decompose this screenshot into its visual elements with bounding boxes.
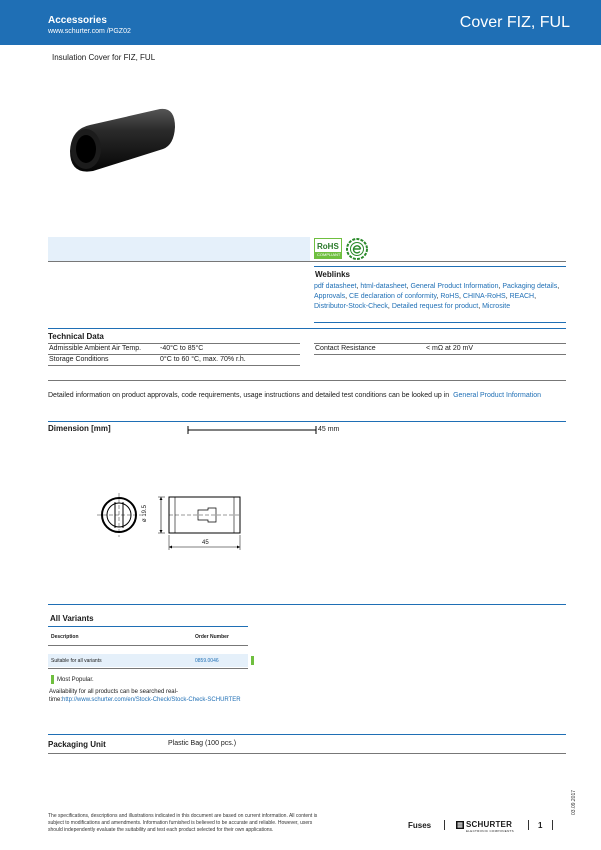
- footer-brand: SCHURTER: [466, 820, 513, 829]
- length-label: 45: [202, 540, 209, 546]
- tech-value: -40°C to 85°C: [160, 345, 204, 352]
- tech-label: Admissible Ambient Air Temp.: [49, 345, 142, 352]
- table-rule: [314, 343, 566, 344]
- weblinks-rule-bottom: [314, 322, 566, 323]
- weblink[interactable]: Distributor-Stock-Check: [314, 303, 388, 310]
- variants-rule: [48, 604, 566, 605]
- product-subtitle: Insulation Cover for FIZ, FUL: [52, 53, 156, 62]
- dimension-drawing: [95, 490, 255, 550]
- table-rule: [314, 354, 566, 355]
- packaging-value: Plastic Bag (100 pcs.): [168, 740, 237, 747]
- tech-label: Contact Resistance: [315, 345, 376, 352]
- packaging-heading: Packaging Unit: [48, 740, 106, 749]
- dimension-rule: [48, 421, 566, 422]
- tech-label: Storage Conditions: [49, 356, 109, 363]
- china-rohs-logo-icon: [346, 238, 368, 260]
- weblink[interactable]: html-datasheet: [360, 283, 407, 290]
- divider: [48, 753, 566, 754]
- col-header-order-number: Order Number: [195, 634, 229, 640]
- weblink[interactable]: REACH: [509, 293, 535, 300]
- technical-data-rule: [48, 328, 566, 329]
- variants-heading: All Variants: [50, 614, 94, 623]
- document-date: 03.09.2017: [571, 789, 577, 815]
- table-rule: [48, 668, 248, 669]
- divider: [48, 261, 566, 262]
- variants-table-rule: [48, 626, 248, 627]
- weblink[interactable]: Packaging details: [502, 283, 558, 290]
- rohs-logo-icon: RoHS COMPLIANT: [314, 238, 342, 259]
- page-title: Cover FIZ, FUL: [459, 14, 570, 31]
- variant-description: Suitable for all variants: [51, 658, 102, 664]
- weblink[interactable]: Microsite: [482, 303, 511, 310]
- info-paragraph: Detailed information on product approvals, code requirements, usage instructions and detailed test conditions can be looked up in General Product Information: [48, 392, 542, 399]
- legend-text: Most Popular.: [57, 677, 94, 683]
- weblink[interactable]: General Product Information: [410, 283, 499, 290]
- weblinks-heading: Weblinks: [315, 270, 350, 279]
- availability-text: Availability for all products can be searched real-time:http://www.schurter.com/en/Stock-Check/Stock-Check-SCHURTER: [49, 689, 241, 703]
- footer-separator: [444, 820, 445, 830]
- weblink[interactable]: Detailed request for product: [391, 303, 479, 310]
- table-rule: [48, 645, 248, 646]
- product-image: [62, 105, 182, 180]
- footer-disclaimer: The specifications, descriptions and illustrations indicated in this document are based on current information. All content is subject to modifications and amendments. Information furnished is believed to be accurate and reliable. However, users should independently evaluate the suitability and test each product selected for their own applications.: [48, 813, 318, 833]
- legend-marker: [51, 675, 54, 684]
- divider: [48, 380, 566, 381]
- header-url[interactable]: www.schurter.com /PGZ02: [48, 28, 131, 35]
- col-header-description: Description: [51, 634, 79, 640]
- table-rule: [48, 365, 300, 366]
- weblink[interactable]: CE declaration of conformity: [349, 293, 437, 300]
- dimension-heading: Dimension [mm]: [48, 424, 111, 433]
- variant-order-number[interactable]: 0859.0046: [195, 658, 219, 664]
- stock-check-link[interactable]: http://www.schurter.com/en/Stock-Check/Stock-Check-SCHURTER: [62, 697, 241, 703]
- tech-value: 0°C to 60 °C, max. 70% r.h.: [160, 356, 246, 363]
- scale-label: 45 mm: [318, 426, 340, 433]
- weblinks-list: pdf datasheet, html-datasheet, General Product Information, Packaging details, Approvals, CE declaration of conformity, RoHS, CHINA-RoHS, REACH, Distributor-Stock-Check, Detailed request for product, Microsite: [314, 283, 560, 310]
- weblink[interactable]: Approvals: [314, 293, 346, 300]
- table-rule: [48, 354, 300, 355]
- tech-value: < mΩ at 20 mV: [426, 345, 474, 352]
- footer-brand-sub: ELECTRONIC COMPONENTS: [466, 829, 514, 833]
- certification-band: [48, 237, 310, 261]
- packaging-rule: [48, 734, 566, 735]
- footer-category: Fuses: [408, 821, 432, 830]
- weblinks-rule: [314, 266, 566, 267]
- table-rule: [48, 343, 300, 344]
- header-category: Accessories: [48, 15, 107, 26]
- technical-data-heading: Technical Data: [48, 332, 104, 341]
- footer-separator: [552, 820, 553, 830]
- diameter-label: ø 19.5: [142, 504, 148, 522]
- general-info-link[interactable]: General Product Information: [453, 392, 542, 399]
- weblink[interactable]: pdf datasheet: [314, 283, 357, 290]
- most-popular-marker: [251, 656, 254, 665]
- scale-bar: [186, 425, 322, 435]
- page-number: 1: [538, 821, 543, 830]
- footer-separator: [528, 820, 529, 830]
- schurter-logo-icon: [456, 821, 464, 829]
- weblink[interactable]: CHINA-RoHS: [462, 293, 506, 300]
- weblink[interactable]: RoHS: [440, 293, 460, 300]
